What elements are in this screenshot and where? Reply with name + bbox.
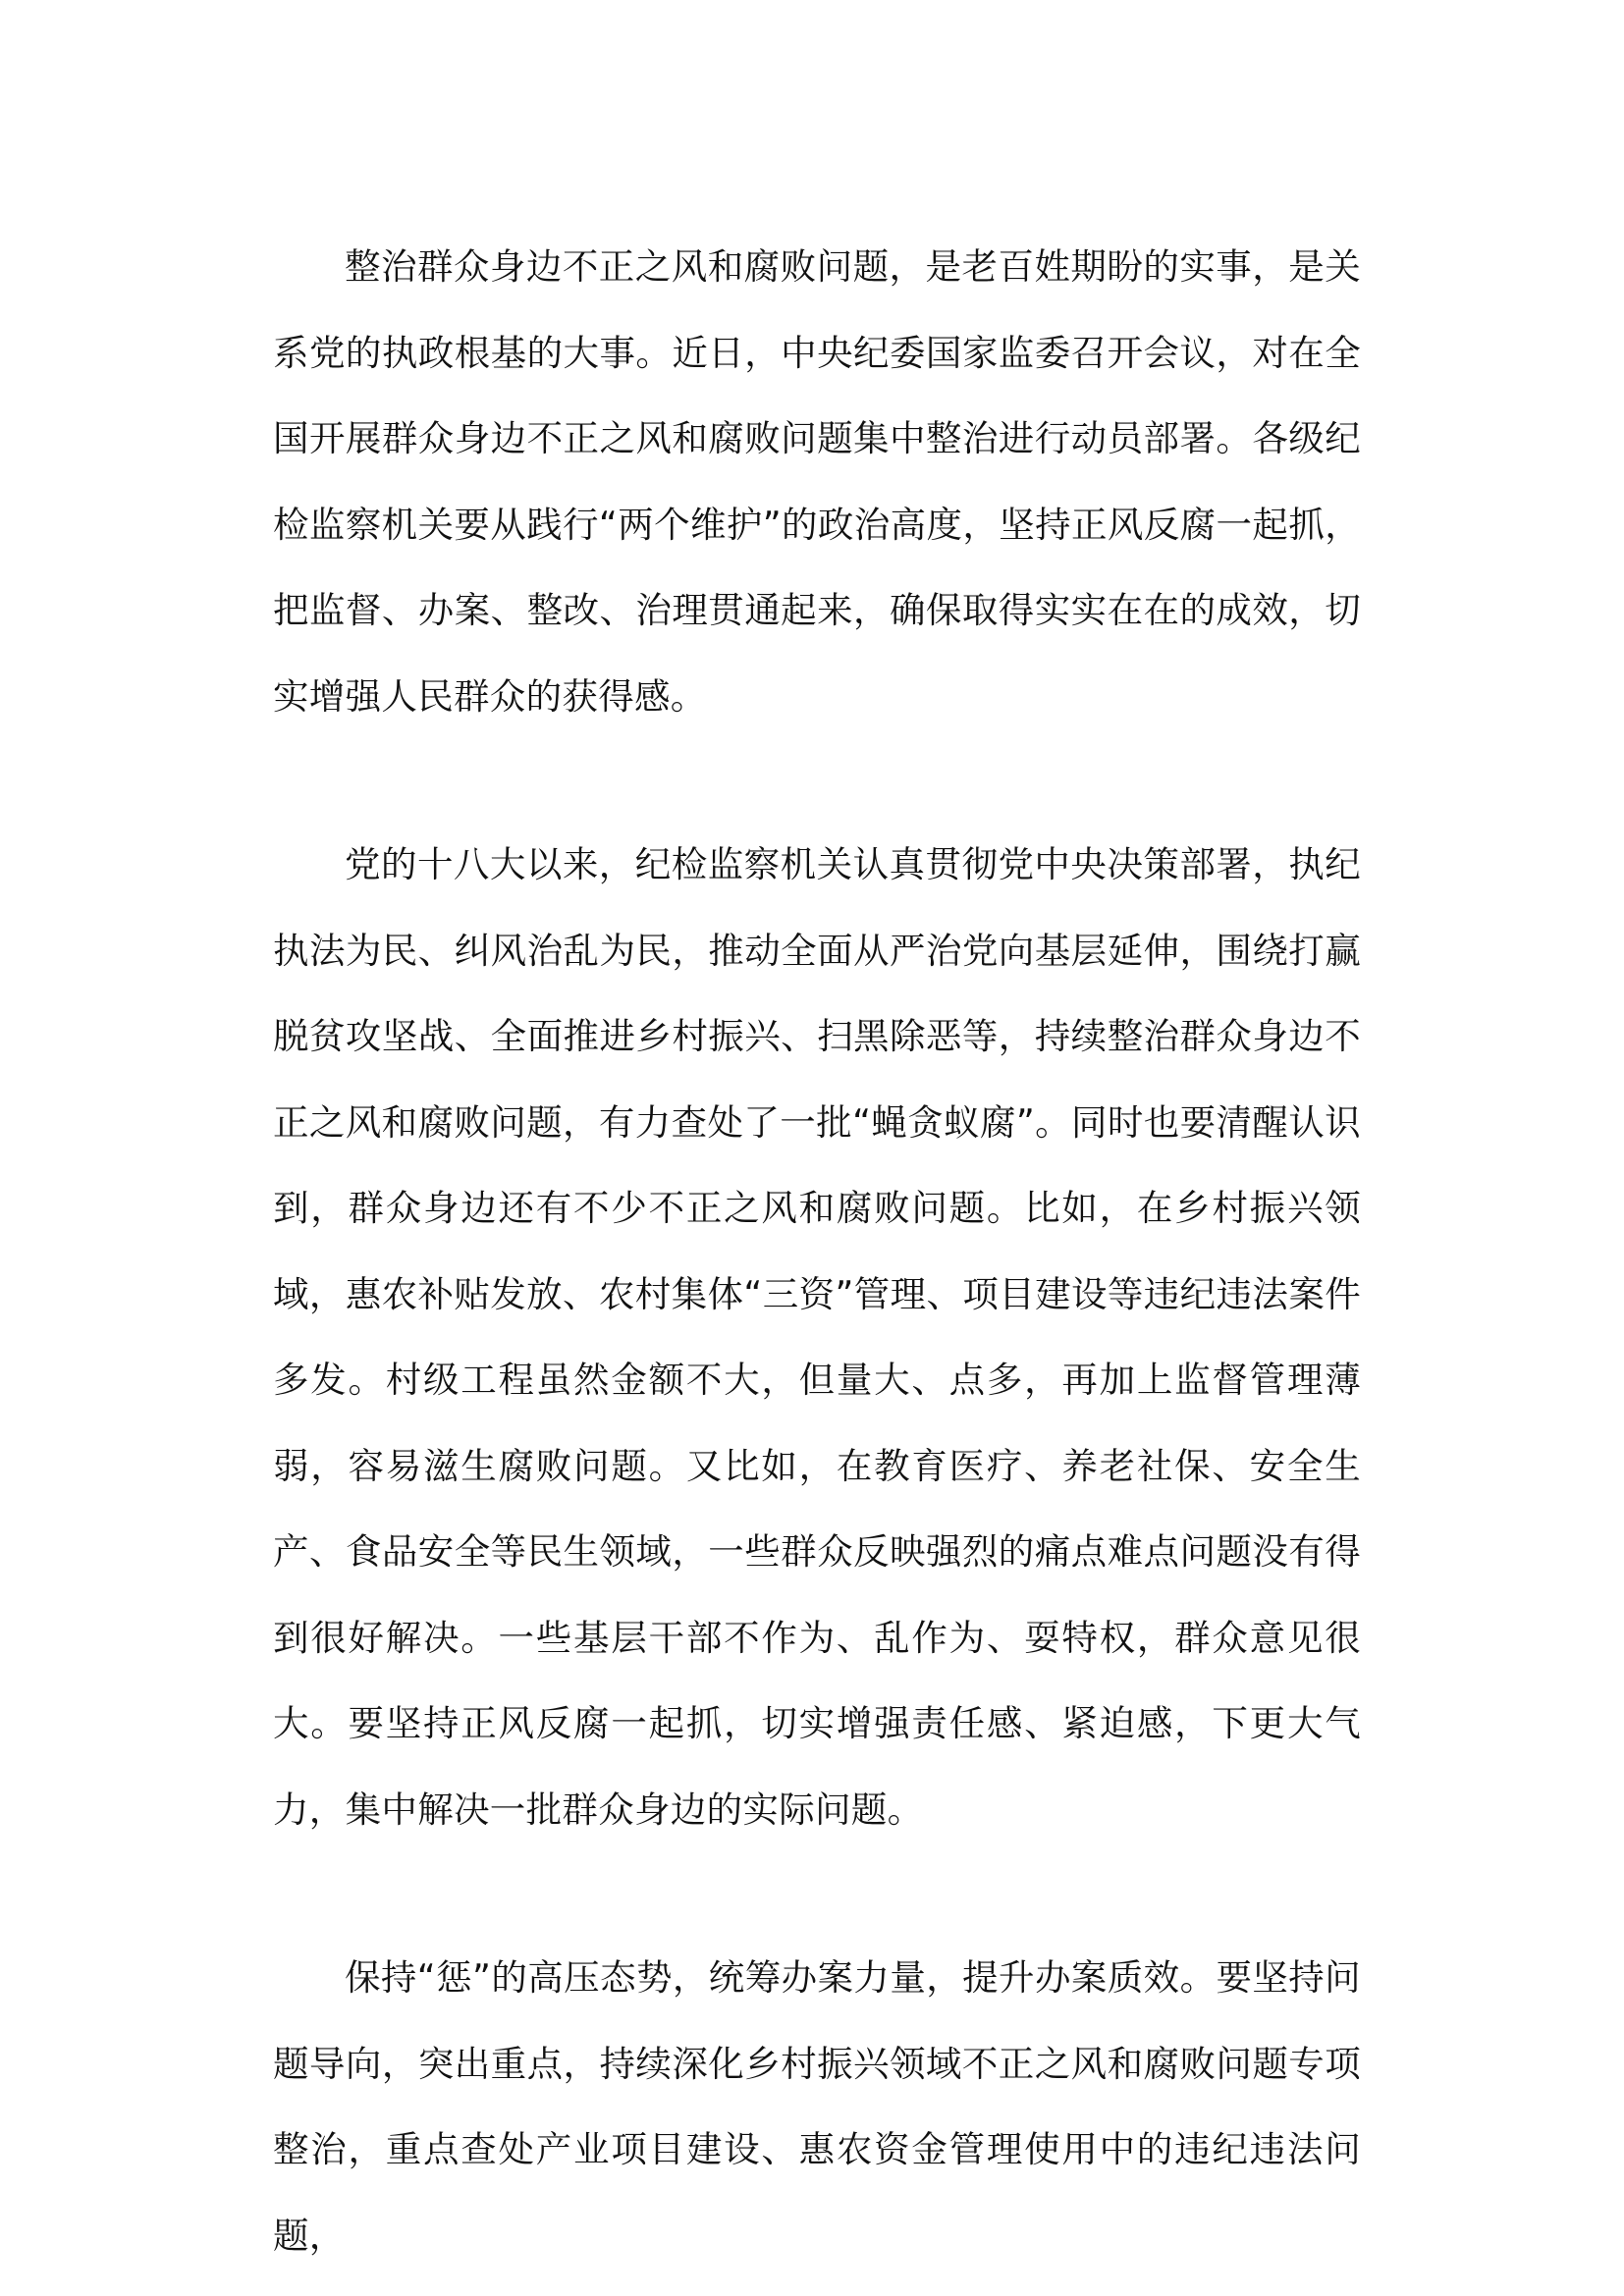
paragraph-3: 保持“惩”的高压态势，统筹办案力量，提升办案质效。要坚持问题导向，突出重点，持续深化乡村振兴领域不正之风和腐败问题专项整治，重点查处产业项目建设、惠农资金管理使用中的违纪违法问题， — [273, 1956, 1361, 2257]
document-body — [273, 224, 1361, 2278]
paragraph-1: 整治群众身边不正之风和腐败问题，是老百姓期盼的实事，是关系党的执政根基的大事。近日，中央纪委国家监委召开会议，对在全国开展群众身边不正之风和腐败问题集中整治进行动员部署。各级纪检监察机关要从践行“两个维护”的政治高度，坚持正风反腐一起抓，把监督、办案、整改、治理贯通起来，确保取得实实在在的成效，切实增强人民群众的获得感。 — [273, 245, 1361, 718]
paragraph-2: 党的十八大以来，纪检监察机关认真贯彻党中央决策部署，执纪执法为民、纠风治乱为民，推动全面从严治党向基层延伸，围绕打赢脱贫攻坚战、全面推进乡村振兴、扫黑除恶等，持续整治群众身边不正之风和腐败问题，有力查处了一批“蝇贪蚁腐”。同时也要清醒认识到，群众身边还有不少不正之风和腐败问题。比如，在乡村振兴领域，惠农补贴发放、农村集体“三资”管理、项目建设等违纪违法案件多发。村级工程虽然金额不大，但量大、点多，再加上监督管理薄弱，容易滋生腐败问题。又比如，在教育医疗、养老社保、安全生产、食品安全等民生领域，一些群众反映强烈的痛点难点问题没有得到很好解决。一些基层干部不作为、乱作为、耍特权，群众意见很大。要坚持正风反腐一起抓，切实增强责任感、紧迫感，下更大气力，集中解决一批群众身边的实际问题。 — [273, 843, 1361, 1831]
